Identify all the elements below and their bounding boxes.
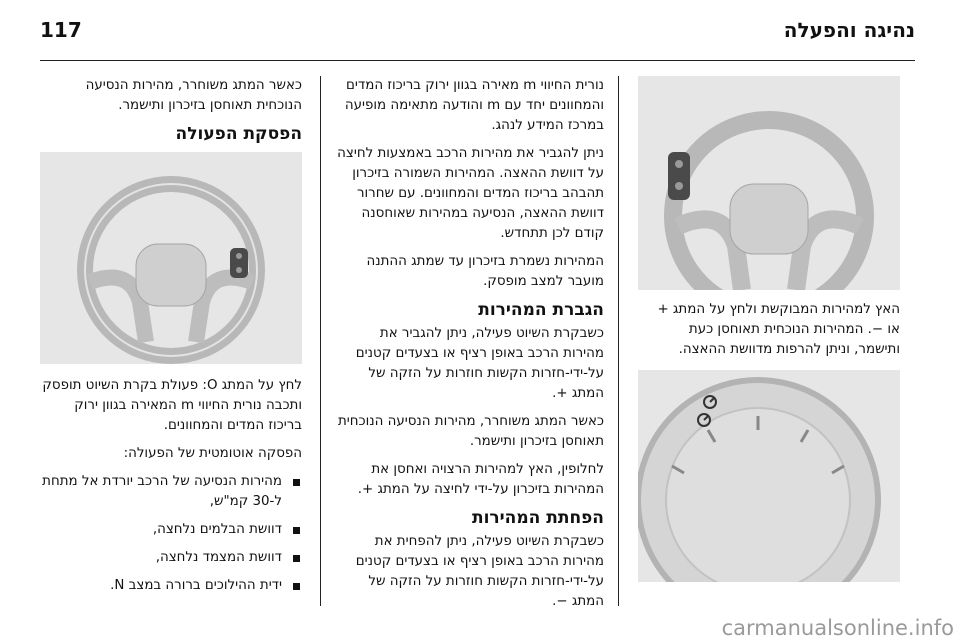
section-heading-decrease: הפחתת המהירות bbox=[471, 508, 604, 528]
paragraph: ותישמר, וניתן להרפות מדוושת ההאצה. bbox=[678, 342, 900, 357]
column-divider-left bbox=[320, 76, 321, 606]
bullet-icon bbox=[293, 583, 300, 590]
bullet-icon bbox=[293, 555, 300, 562]
paragraph: לחלופין, האץ למהירות הרצויה ואחסן את המהירות בזיכרון על-ידי לחיצה על המתג +. bbox=[357, 462, 604, 497]
watermark: carmanualsonline.info bbox=[721, 616, 954, 640]
paragraph: ניתן להגביר את מהירות הרכב באמצעות לחיצה על דוושת ההאצה. המהירות השמורה בזיכרון תהבהב בריכוז המדים והמחוונים. עם שחרור דוושת ההאצה, הנסיעה במהירות שאוחסנה קודם לכן תתחדש. bbox=[337, 146, 604, 241]
list-item: ידית ההילוכים ברורה במצב N. bbox=[40, 576, 302, 596]
bullet-icon bbox=[293, 527, 300, 534]
paragraph: כאשר המתג משוחרר, מהירות הנסיעה הנוכחית תאוחסן בזיכרון ותישמר. bbox=[85, 78, 302, 113]
right-column bbox=[40, 76, 302, 604]
paragraph: נורית החיווי m מאירה בגוון ירוק בריכוז המדים והמחוונים יחד עם m והודעה מתאימה מופיעה במרכז המידע לנהג. bbox=[344, 78, 604, 133]
paragraph: המהירות נשמרת בזיכרון עד שמתג ההתנה מועבר למצב מופסק. bbox=[366, 254, 604, 289]
steering-wheel-illustration bbox=[40, 152, 302, 364]
list-item: מהירות הנסיעה של הרכב יורדת אל מתחת ל-30 קמ"ש, bbox=[40, 472, 302, 512]
list-item: דוושת המצמד נלחצה, bbox=[40, 548, 302, 568]
column-divider-right bbox=[618, 76, 619, 606]
section-heading-off: הפסקת הפעולה bbox=[175, 124, 302, 144]
bullet-list bbox=[40, 472, 302, 596]
paragraph: או −. המהירות הנוכחית תאוחסן כעת bbox=[688, 322, 900, 337]
steering-wheel-figure bbox=[40, 152, 302, 364]
page-header bbox=[40, 16, 915, 58]
section-heading-increase: הגברת המהירות bbox=[478, 300, 604, 320]
paragraph: לחץ על המתג O: פעולת בקרת השיוט תופסק ותכבה נורית החיווי m המאירה בגוון ירוק בריכוז המדים והמחוונים. bbox=[42, 378, 302, 433]
steering-wheel-figure bbox=[638, 76, 900, 290]
bullet-icon bbox=[293, 479, 300, 486]
page-number: 117 bbox=[40, 18, 82, 42]
paragraph: כשבקרת השיוט פעילה, ניתן להפחית את מהירות הרכב באופן רציף או בצעדים קטנים על-ידי-חזרות הקשות חוזרות על הזקה של המתג −. bbox=[355, 534, 604, 609]
instrument-cluster-figure bbox=[638, 370, 900, 582]
paragraph: הפסקה אוטומטית של הפעולה: bbox=[123, 446, 302, 461]
left-column bbox=[638, 76, 900, 582]
steering-wheel-illustration bbox=[638, 76, 900, 290]
middle-column bbox=[337, 76, 604, 620]
paragraph: כאשר המתג משוחרר, מהירות הנסיעה הנוכחית תאוחסן בזיכרון ותישמר. bbox=[337, 414, 604, 449]
list-item: דוושת הבלמים נלחצה, bbox=[40, 520, 302, 540]
instrument-cluster-illustration bbox=[638, 370, 900, 582]
header-rule bbox=[40, 60, 915, 61]
page-title: נהיגה והפעלה bbox=[783, 18, 915, 42]
paragraph: האץ למהירות המבוקשת ולחץ על המתג + bbox=[657, 302, 900, 317]
paragraph: כשבקרת השיוט פעילה, ניתן להגביר את מהירות הרכב באופן רציף או בצעדים קטנים על-ידי-חזרות הקשות חוזרות על הזקה של המתג +. bbox=[355, 326, 604, 401]
